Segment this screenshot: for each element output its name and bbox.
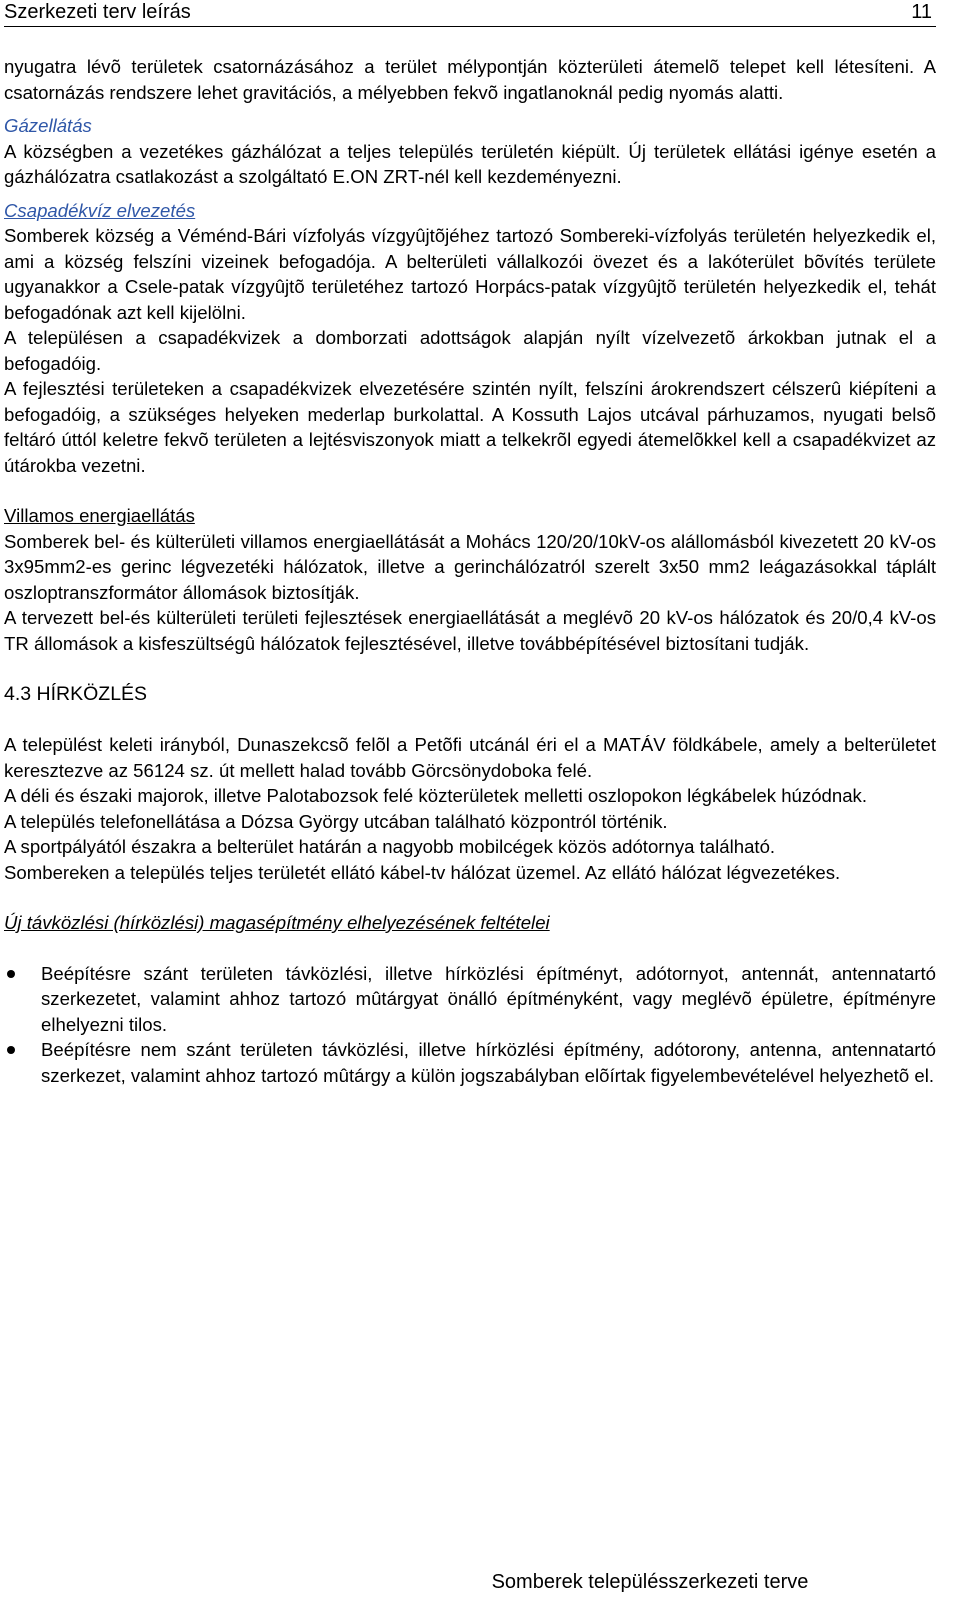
bullet-icon [7,970,15,978]
intro-paragraph: nyugatra lévõ területek csatornázásához a terület mélypontján közterületi átemelõ telepet kell létesíteni. A csatornázás rendszere lehet gravitációs, a mélyebben fekvõ ingatlanoknál pedig nyomás alatti. [4,56,936,103]
rain-paragraph-3: A fejlesztési területeken a csapadékvizek elvezetésére szintén nyílt, felszíni árokrendszert célszerû kiépíteni a befogadóig, a szükséges helyeken mederlap burkolattal. A Kossuth Lajos utcával párhuzamos, nyugati belsõ feltáró úttól keletre fekvõ területen a lejtésviszonyok miatt a telkekrõl egyedi átemelõkkel kell a csapadékvizet az útárokba vezetni. [4,378,936,476]
list-item [4,961,936,1038]
page-footer [0,1570,960,1594]
list-item-text: Beépítésre szánt területen távközlési, illetve hírközlési építményt, adótornyot, antennát, antennatartó szerkezetet, valamint ahhoz tartozó mûtárgyat önálló építményként, vagy meglévõ épületre, építményre elhelyezni tilos. [41,962,936,1035]
power-heading: Villamos energiaellátás [4,505,195,526]
document-title: Szerkezeti terv leírás [4,1,191,23]
telecom-paragraph-3: A település telefonellátása a Dózsa György utcában található központról történik. [4,810,668,832]
document-body [4,54,936,1088]
telecom-paragraph-2: A déli és északi majorok, illetve Palotabozsok felé közterületek melletti oszlopokon légkábelek húzódnak. [4,785,868,806]
gas-paragraph: A községben a vezetékes gázhálózat a teljes település területén kiépült. Új területek ellátási igénye esetén a gázhálózatra csatlakozást a szolgáltató E.ON ZRT-nél kell kezdeményezni. [4,140,936,187]
rain-paragraph-1: Somberek község a Véménd-Bári vízfolyás vízgyûjtõjéhez tartozó Sombereki-vízfolyás területén helyezkedik el, ami a község felszíni vizeinek befogadója. A belterületi vállalkozói övezet és a lakóterület bõvítés területe ugyanakkor a Csele-patak vízgyûjtõ területéhez tartozó Horpács-patak vízgyûjtõ területén helyezkedik el, tehát befogadónak azt kell kijelölni. [4,225,936,323]
rain-heading: Csapadékvíz elvezetés [4,199,196,221]
list-item-text: Beépítésre nem szánt területen távközlési, illetve hírközlési építmény, adótorony, antenna, antennatartó szerkezet, valamint ahhoz tartozó mûtárgy a külön jogszabályban elõírtak figyelembevételével helyezhetõ el. [41,1039,936,1086]
telecom-paragraph-1: A települést keleti irányból, Dunaszekcsõ felõl a Petõfi utcánál éri el a MATÁV földkábele, amely a belterületet keresztezve az 56124 sz. út mellett halad tovább Görcsönydoboka felé. [4,734,936,781]
power-paragraph-1: Somberek bel- és külterületi villamos energiaellátását a Mohács 120/20/10kV-os alállomásból kivezetett 20 kV-os 3x95mm2-es gerinc légvezetéki hálózatok, illetve a gerinchálózatról szerelt 3x50 mm2 leágazásokkal táplált oszloptranszformátor állomások biztosítják. [4,530,936,603]
conditions-heading: Új távközlési (hírközlési) magasépítmény elhelyezésének feltételei [4,912,550,933]
footer-text: Somberek településszerkezeti terve [491,1571,809,1593]
list-item [4,1037,936,1088]
telecom-paragraph-5: Sombereken a település teljes területét ellátó kábel-tv hálózat üzemel. Az ellátó hálózat légvezetékes. [4,861,841,883]
telecom-paragraph-4: A sportpályától északra a belterület határán a nagyobb mobilcégek közös adótornya található. [4,836,776,857]
page-header [4,0,936,27]
conditions-list [4,961,936,1089]
bullet-icon [7,1046,15,1054]
gas-heading: Gázellátás [4,115,92,136]
telecom-section-title: 4.3 HÍRKÖZLÉS [4,683,148,705]
rain-paragraph-2: A településen a csapadékvizek a domborzati adottságok alapján nyílt vízelvezetõ árkokban jutnak el a befogadóig. [4,327,936,374]
power-paragraph-2: A tervezett bel-és külterületi területi fejlesztések energiaellátását a meglévõ 20 kV-os hálózatok és 20/0,4 kV-os TR állomások a kisfeszültségû hálózatok fejlesztésével, illetve továbbépítésével biztosítani tudják. [4,607,936,654]
page-number: 11 [911,1,932,23]
